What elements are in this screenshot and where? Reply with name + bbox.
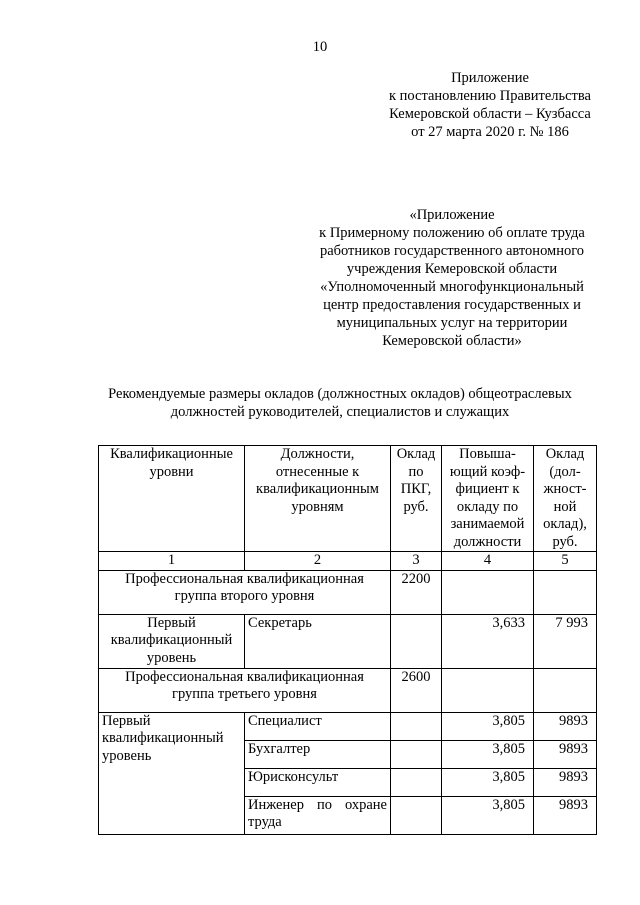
empty-cell bbox=[534, 570, 597, 614]
group-salary-pkg: 2600 bbox=[391, 668, 442, 712]
empty-cell bbox=[442, 570, 534, 614]
header-salary: Оклад (дол-жност-ной оклад), руб. bbox=[534, 446, 597, 552]
position-cell: Специалист bbox=[245, 712, 391, 740]
column-number: 2 bbox=[245, 552, 391, 571]
column-number: 3 bbox=[391, 552, 442, 571]
group-row bbox=[99, 668, 597, 712]
appendix-sub-line: Кемеровской области» bbox=[382, 333, 522, 349]
empty-cell bbox=[391, 768, 442, 796]
group-salary-pkg: 2200 bbox=[391, 570, 442, 614]
salary-cell: 9893 bbox=[534, 740, 597, 768]
column-number: 4 bbox=[442, 552, 534, 571]
salary-cell: 9893 bbox=[534, 796, 597, 834]
position-cell: Секретарь bbox=[245, 614, 391, 668]
appendix-sub-line: работников государственного автономного bbox=[319, 243, 585, 259]
group-name: Профессиональная квалификационная группа третьего уровня bbox=[99, 668, 391, 712]
coefficient-cell: 3,805 bbox=[442, 768, 534, 796]
appendix-sub-line: муниципальных услуг на территории bbox=[336, 315, 568, 331]
page-number: 10 bbox=[312, 39, 328, 55]
group-name: Профессиональная квалификационная группа второго уровня bbox=[99, 570, 391, 614]
coefficient-cell: 3,633 bbox=[442, 614, 534, 668]
appendix-header-line: к постановлению Правительства bbox=[389, 88, 591, 104]
appendix-header-line: Кемеровской области – Кузбасса bbox=[389, 106, 591, 122]
empty-cell bbox=[391, 740, 442, 768]
group-row bbox=[99, 570, 597, 614]
appendix-sub-line: «Приложение bbox=[409, 207, 495, 223]
column-number: 1 bbox=[99, 552, 245, 571]
coefficient-cell: 3,805 bbox=[442, 740, 534, 768]
appendix-sub-line: центр предоставления государственных и bbox=[323, 297, 581, 313]
appendix-header bbox=[360, 69, 620, 141]
level-cell: Первый квалификационный уровень bbox=[99, 614, 245, 668]
header-salary-pkg: Оклад по ПКГ, руб. bbox=[391, 446, 442, 552]
level-cell: Первый квалификационный уровень bbox=[99, 712, 245, 834]
empty-cell bbox=[391, 614, 442, 668]
empty-cell bbox=[534, 668, 597, 712]
document-title bbox=[60, 385, 620, 421]
appendix-sub-line: «Уполномоченный многофункциональный bbox=[320, 279, 584, 295]
empty-cell bbox=[391, 712, 442, 740]
appendix-header-line: от 27 марта 2020 г. № 186 bbox=[411, 124, 569, 140]
table-header-row bbox=[99, 446, 597, 552]
position-cell: Бухгалтер bbox=[245, 740, 391, 768]
header-level: Квалификационные уровни bbox=[99, 446, 245, 552]
appendix-sub-line: учреждения Кемеровской области bbox=[346, 261, 558, 277]
empty-cell bbox=[391, 796, 442, 834]
header-positions: Должности, отнесенные к квалификационным уровням bbox=[245, 446, 391, 552]
column-number: 5 bbox=[534, 552, 597, 571]
salary-cell: 9893 bbox=[534, 768, 597, 796]
position-cell: Инженер по охране труда bbox=[245, 796, 391, 834]
salary-cell: 7 993 bbox=[534, 614, 597, 668]
salary-table bbox=[98, 445, 597, 835]
appendix-sub-line: к Примерному положению об оплате труда bbox=[319, 225, 585, 241]
salary-cell: 9893 bbox=[534, 712, 597, 740]
title-line: Рекомендуемые размеры окладов (должностных окладов) общеотраслевых bbox=[108, 386, 572, 402]
column-numbers-row bbox=[99, 552, 597, 571]
appendix-header-line: Приложение bbox=[451, 70, 529, 86]
header-coefficient: Повыша-ющий коэф-фициент к окладу по занимаемой должности bbox=[442, 446, 534, 552]
table-row bbox=[99, 614, 597, 668]
coefficient-cell: 3,805 bbox=[442, 712, 534, 740]
title-line: должностей руководителей, специалистов и служащих bbox=[170, 404, 510, 420]
empty-cell bbox=[442, 668, 534, 712]
appendix-sub-header bbox=[302, 206, 602, 350]
position-cell: Юрисконсульт bbox=[245, 768, 391, 796]
coefficient-cell: 3,805 bbox=[442, 796, 534, 834]
table-row bbox=[99, 712, 597, 740]
